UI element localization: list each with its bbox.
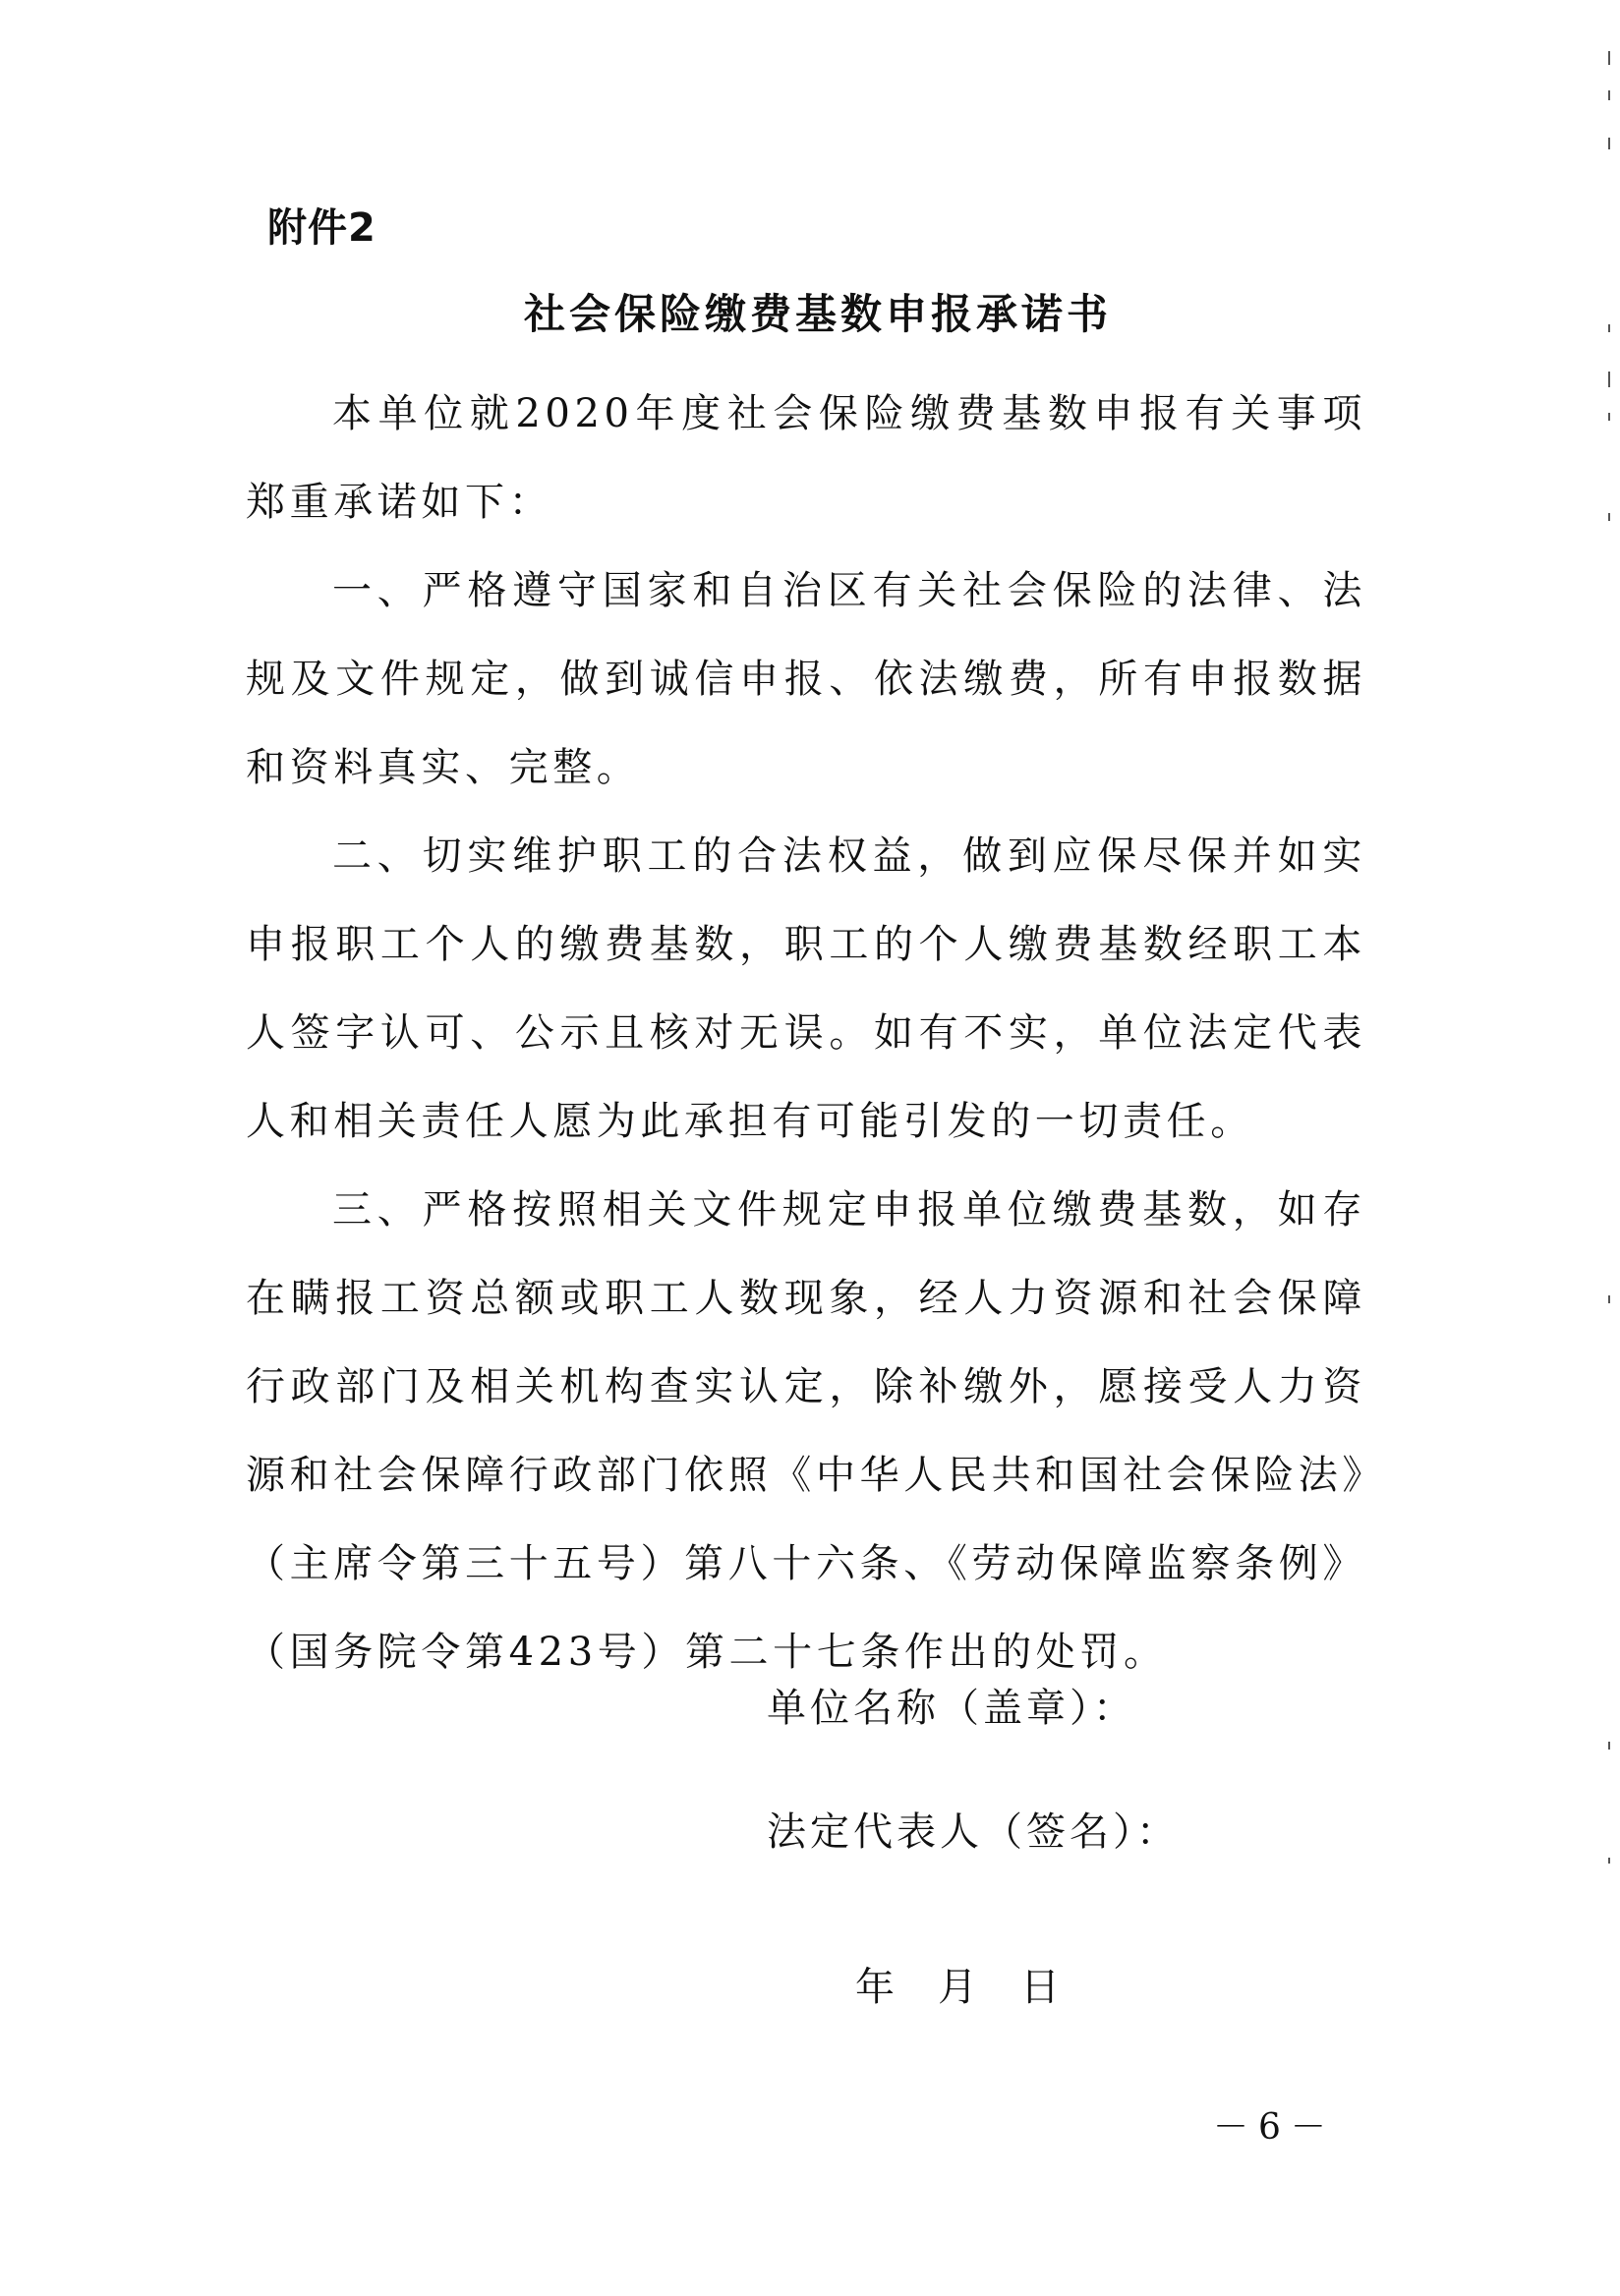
scan-edge-mark xyxy=(1608,138,1610,149)
legal-representative-signature-line: 法定代表人（签名）： xyxy=(767,1809,1180,1855)
paragraph-commitment-2: 二、切实维护职工的合法权益，做到应保尽保并如实申报职工个人的缴费基数，职工的个人缴费基数经职工本人签字认可、公示且核对无误。如有不实，单位法定代表人和相关责任人愿为此承担有可能引发的一切责任。 xyxy=(246,833,1366,1144)
paragraph-intro: 本单位就2020年度社会保险缴费基数申报有关事项郑重承诺如下： xyxy=(246,391,1366,525)
page-number: －6－ xyxy=(1213,2107,1336,2148)
document-title: 社会保险缴费基数申报承诺书 xyxy=(523,290,1112,338)
date-line xyxy=(855,1960,1103,2015)
scan-edge-mark xyxy=(1608,1295,1610,1303)
scan-edge-mark xyxy=(1608,372,1610,387)
unit-name-stamp-line: 单位名称（盖章）： xyxy=(767,1686,1136,1731)
paragraph-commitment-3: 三、严格按照相关文件规定申报单位缴费基数，如存在瞒报工资总额或职工人数现象，经人力资源和社会保障行政部门及相关机构查实认定，除补缴外，愿接受人力资源和社会保障行政部门依照《中华人民共和国社会保险法》（主席令第三十五号）第八十六条、《劳动保障监察条例》（国务院令第423号）第二十七条作出的处罚。 xyxy=(246,1187,1366,1675)
attachment-label: 附件2 xyxy=(267,205,376,251)
scan-edge-mark xyxy=(1608,513,1610,521)
scan-edge-mark xyxy=(1608,1858,1610,1864)
date-month-label: 月 xyxy=(938,1965,977,2010)
scan-edge-mark xyxy=(1608,51,1610,65)
scan-edge-mark xyxy=(1608,90,1610,100)
scan-edge-mark xyxy=(1608,413,1610,421)
scan-edge-mark xyxy=(1608,324,1610,332)
date-day-label: 日 xyxy=(1020,1965,1060,2010)
paragraph-commitment-1: 一、严格遵守国家和自治区有关社会保险的法律、法规及文件规定，做到诚信申报、依法缴费，所有申报数据和资料真实、完整。 xyxy=(246,568,1366,790)
scan-edge-mark xyxy=(1608,1742,1610,1750)
date-year-label: 年 xyxy=(855,1965,895,2010)
document-body xyxy=(246,370,1366,1696)
